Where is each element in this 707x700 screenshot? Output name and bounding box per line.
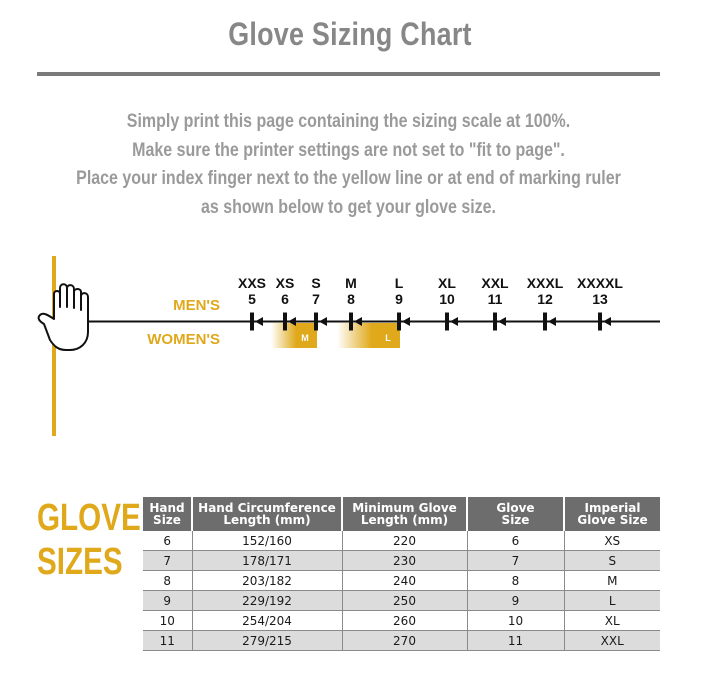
size-number: 5 <box>248 291 256 307</box>
womens-size-label: M <box>301 333 309 343</box>
size-letter: M <box>345 275 357 291</box>
glove-sizes-heading-line: GLOVE <box>37 497 141 539</box>
table-cell: XXL <box>564 631 660 651</box>
header-line: Glove Size <box>577 513 648 527</box>
sizing-ruler <box>0 250 707 450</box>
table-cell: 11 <box>467 631 564 651</box>
instruction-line: Make sure the printer settings are not set to "fit to page". <box>132 138 565 161</box>
womens-label: WOMEN'S <box>147 331 220 348</box>
table-cell: 260 <box>342 611 467 631</box>
size-letter: S <box>311 275 321 291</box>
size-letter: XXXL <box>526 275 564 291</box>
size-number: 11 <box>487 291 503 307</box>
table-header <box>342 497 467 531</box>
size-number: 7 <box>312 291 320 307</box>
size-letter: XS <box>275 275 295 291</box>
instruction-line: Simply print this page containing the sizing scale at 100%. <box>126 110 571 132</box>
glove-sizes-heading <box>37 496 141 584</box>
header-line: Imperial <box>584 501 641 515</box>
header-line: Length (mm) <box>360 513 449 527</box>
size-number: 8 <box>347 291 355 307</box>
size-number: 13 <box>592 291 608 307</box>
table-cell: 8 <box>143 571 192 591</box>
arrow-left-icon <box>450 317 458 326</box>
table-row <box>143 531 660 551</box>
table-cell: 6 <box>467 531 564 551</box>
arrow-left-icon <box>255 317 263 326</box>
instruction-line: Place your index finger next to the yellow line or at end of marking ruler <box>76 167 621 189</box>
header-line: Hand Circumference <box>198 501 336 515</box>
table-cell: 220 <box>342 531 467 551</box>
table-cell: 9 <box>467 591 564 611</box>
table-cell: 250 <box>342 591 467 611</box>
hand-icon <box>39 284 88 350</box>
table-cell: 240 <box>342 571 467 591</box>
table-cell: 10 <box>143 611 192 631</box>
table-cell: S <box>564 551 660 571</box>
table-cell: 229/192 <box>192 591 342 611</box>
table-cell: 279/215 <box>192 631 342 651</box>
table-cell: 10 <box>467 611 564 631</box>
size-tick <box>543 313 547 331</box>
table-row <box>143 631 660 651</box>
table-cell: XS <box>564 531 660 551</box>
size-letter: L <box>394 275 404 291</box>
table-header <box>143 497 192 531</box>
size-letter: XL <box>438 275 456 291</box>
table-cell: 7 <box>467 551 564 571</box>
table-row <box>143 591 660 611</box>
table-cell: 230 <box>342 551 467 571</box>
size-letter: XXL <box>481 275 509 291</box>
arrow-left-icon <box>498 317 506 326</box>
size-number: 6 <box>281 291 289 307</box>
instruction-line: as shown below to get your glove size. <box>201 195 496 218</box>
arrow-left-icon <box>603 317 611 326</box>
table-header <box>564 497 660 531</box>
table-header-row <box>143 497 660 531</box>
instructions <box>63 107 635 221</box>
table-cell: 178/171 <box>192 551 342 571</box>
title-divider <box>37 72 660 76</box>
table-cell: XL <box>564 611 660 631</box>
page-title: Glove Sizing Chart <box>228 16 472 52</box>
glove-size-table <box>143 497 660 651</box>
mens-label: MEN'S <box>173 297 220 314</box>
size-number: 10 <box>439 291 455 307</box>
table-cell: 152/160 <box>192 531 342 551</box>
table-row <box>143 571 660 591</box>
table-row <box>143 611 660 631</box>
table-cell: 8 <box>467 571 564 591</box>
size-letter: XXS <box>237 275 267 291</box>
size-tick <box>493 313 497 331</box>
size-tick <box>283 313 287 331</box>
table-header <box>192 497 342 531</box>
arrow-left-icon <box>402 317 410 326</box>
header-line: Length (mm) <box>223 513 311 527</box>
size-tick <box>598 313 602 331</box>
womens-size-label: L <box>385 333 391 343</box>
table-cell: M <box>564 571 660 591</box>
table-row <box>143 551 660 571</box>
size-tick <box>314 313 318 331</box>
glove-sizes-heading-line: SIZES <box>37 541 123 583</box>
arrow-left-icon <box>319 317 327 326</box>
size-tick <box>250 313 254 331</box>
table-cell: L <box>564 591 660 611</box>
table-cell: 6 <box>143 531 192 551</box>
table-cell: 254/204 <box>192 611 342 631</box>
table-cell: 11 <box>143 631 192 651</box>
arrow-left-icon <box>548 317 556 326</box>
size-letter: XXXXL <box>577 275 623 291</box>
womens-size-bar <box>271 323 317 348</box>
size-tick <box>445 313 449 331</box>
header-line: Size <box>153 513 181 527</box>
header-line: Minimum Glove <box>352 501 457 515</box>
table-cell: 9 <box>143 591 192 611</box>
womens-bars <box>271 323 400 348</box>
size-number: 12 <box>537 291 553 307</box>
size-number: 9 <box>395 291 403 307</box>
header-line: Hand <box>149 501 185 515</box>
size-tick <box>397 313 401 331</box>
header-line: Size <box>501 513 530 527</box>
table-cell: 203/182 <box>192 571 342 591</box>
size-tick <box>349 313 353 331</box>
table-cell: 7 <box>143 551 192 571</box>
header-line: Glove <box>496 501 535 515</box>
table-cell: 270 <box>342 631 467 651</box>
table-header <box>467 497 564 531</box>
